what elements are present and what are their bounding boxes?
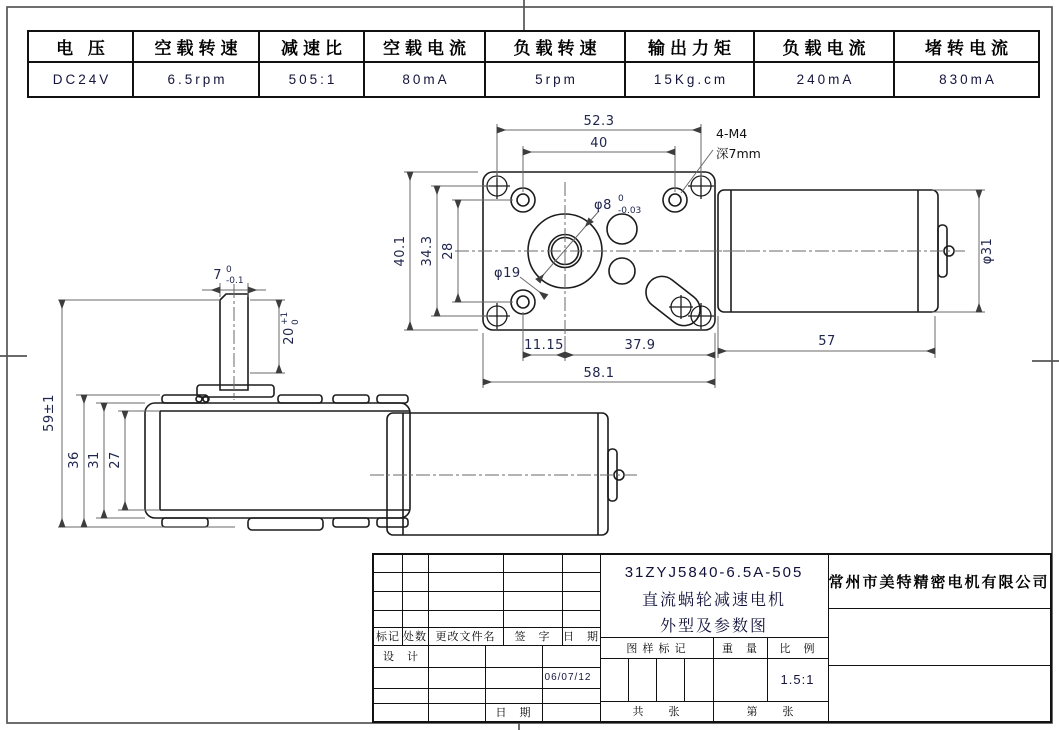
dim-28: 28 bbox=[441, 242, 456, 260]
dim-31: 31 bbox=[87, 451, 102, 469]
dim-40: 40 bbox=[590, 136, 608, 151]
scale-value: 1.5:1 bbox=[780, 672, 815, 687]
dim-20-tolerance bbox=[280, 312, 301, 345]
scale-label: 比 例 bbox=[779, 642, 816, 655]
drawing-mark-label: 图 样 标 记 bbox=[626, 642, 687, 655]
spec-value: 830mA bbox=[939, 72, 997, 87]
spec-col-noload-current bbox=[363, 32, 484, 96]
svg-text:0: 0 bbox=[291, 319, 301, 325]
dim-52-3: 52.3 bbox=[583, 114, 615, 129]
total-sheets-label: 共 张 bbox=[632, 706, 681, 718]
dim-27: 27 bbox=[108, 451, 123, 469]
spec-header: 堵转电流 bbox=[895, 32, 1038, 63]
date-label: 日 期 bbox=[563, 631, 599, 643]
label-m4-depth: 深7mm bbox=[716, 146, 761, 161]
spec-value: 6.5rpm bbox=[167, 72, 228, 87]
spec-col-stall-current bbox=[893, 32, 1038, 96]
spec-col-ratio bbox=[258, 32, 363, 96]
svg-text:-0.03: -0.03 bbox=[618, 206, 642, 216]
signature-label: 签 字 bbox=[514, 631, 551, 643]
spec-header: 减速比 bbox=[260, 32, 363, 63]
product-name: 直流蜗轮减速电机 bbox=[641, 591, 786, 609]
dim-58-1: 58.1 bbox=[583, 366, 615, 381]
side-view bbox=[42, 265, 640, 535]
dim-36: 36 bbox=[67, 451, 82, 469]
spec-value: 240mA bbox=[796, 72, 855, 87]
svg-text:φ8: φ8 bbox=[594, 198, 612, 213]
design-date-value: 06/07/12 bbox=[544, 672, 592, 683]
spec-header: 电 压 bbox=[29, 32, 132, 63]
motor-side-view bbox=[700, 190, 995, 358]
spec-header: 空载转速 bbox=[134, 32, 258, 63]
svg-text:7: 7 bbox=[213, 268, 222, 283]
spec-table bbox=[27, 30, 1040, 98]
design-label: 设 计 bbox=[383, 651, 419, 663]
spec-header: 负载转速 bbox=[486, 32, 624, 63]
date-bottom-label: 日 期 bbox=[495, 707, 532, 719]
spec-col-load-speed bbox=[484, 32, 624, 96]
company-name: 常州市美特精密电机有限公司 bbox=[828, 574, 1050, 591]
dim-phi31: φ31 bbox=[980, 237, 995, 265]
spec-value: 505:1 bbox=[288, 72, 338, 87]
dim-phi8-tolerance bbox=[594, 194, 641, 216]
spec-value: 15Kg.cm bbox=[653, 72, 729, 87]
sheet-no-label: 第 张 bbox=[746, 706, 795, 718]
spec-value: DC24V bbox=[52, 72, 112, 87]
spec-header: 输出力矩 bbox=[626, 32, 753, 63]
revision-count-label: 处数 bbox=[403, 631, 427, 643]
spec-header: 负载电流 bbox=[755, 32, 893, 63]
spec-col-torque bbox=[624, 32, 753, 96]
dim-34-3: 34.3 bbox=[420, 235, 435, 267]
dim-37-9: 37.9 bbox=[624, 338, 656, 353]
change-doc-label: 更改文件名 bbox=[435, 631, 496, 643]
dim-7-tolerance bbox=[213, 265, 243, 286]
svg-text:+1: +1 bbox=[280, 311, 290, 325]
dim-40-1: 40.1 bbox=[393, 235, 408, 267]
revision-mark-label: 标记 bbox=[376, 631, 400, 643]
dim-phi19: φ19 bbox=[494, 266, 521, 281]
part-number: 31ZYJ5840-6.5A-505 bbox=[624, 563, 804, 581]
title-block bbox=[372, 553, 1052, 723]
dim-57: 57 bbox=[818, 334, 836, 349]
spec-col-load-current bbox=[753, 32, 893, 96]
drawing-type: 外型及参数图 bbox=[659, 617, 768, 635]
spec-value: 80mA bbox=[402, 72, 450, 87]
dim-59: 59±1 bbox=[42, 394, 57, 432]
svg-text:0: 0 bbox=[618, 194, 624, 204]
spec-value: 5rpm bbox=[535, 72, 578, 87]
weight-label: 重 量 bbox=[722, 642, 758, 655]
svg-text:0: 0 bbox=[226, 265, 232, 275]
svg-text:20: 20 bbox=[282, 327, 297, 345]
svg-text:-0.1: -0.1 bbox=[226, 276, 244, 286]
spec-col-noload-speed bbox=[132, 32, 258, 96]
spec-col-voltage bbox=[29, 32, 132, 96]
label-4-m4: 4-M4 bbox=[716, 126, 748, 141]
dim-11-15: 11.15 bbox=[524, 338, 564, 353]
spec-header: 空载电流 bbox=[365, 32, 484, 63]
